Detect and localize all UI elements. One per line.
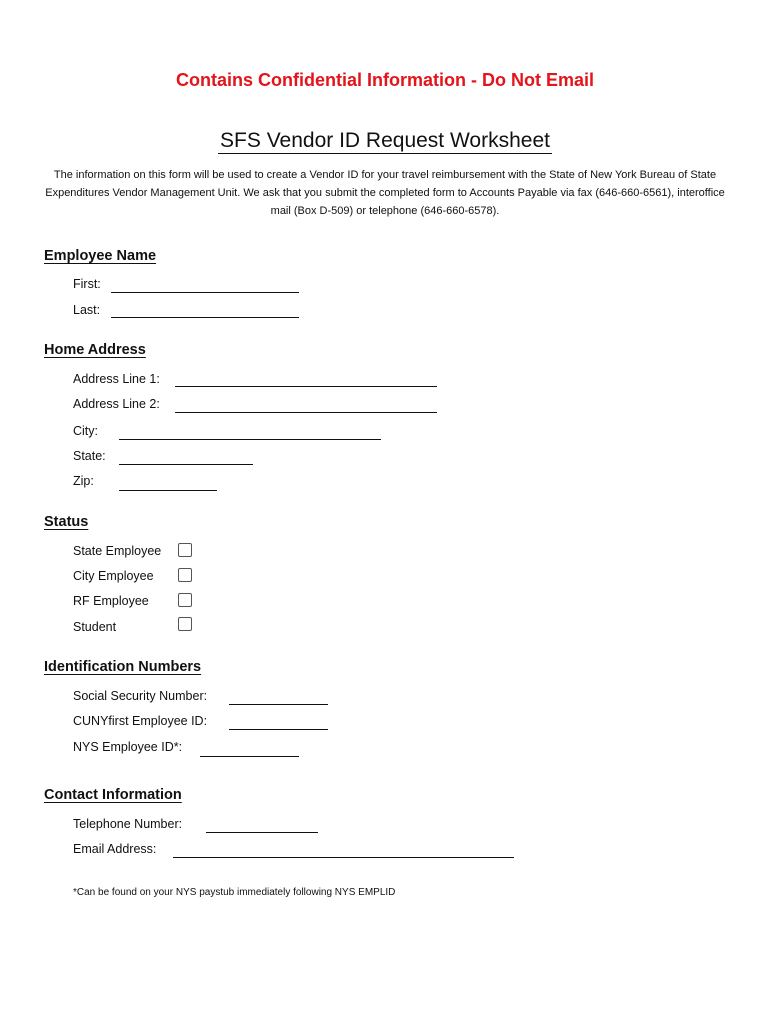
telephone-field[interactable] (206, 832, 318, 833)
section-status: Status (44, 514, 89, 530)
status-state-employee-label: State Employee (73, 544, 162, 558)
address-line2-field[interactable] (175, 412, 437, 413)
last-name-label: Last: (73, 303, 101, 317)
first-name-label: First: (73, 277, 101, 291)
email-label: Email Address: (73, 842, 157, 856)
page-title-text: SFS Vendor ID Request Worksheet (220, 129, 550, 152)
zip-field[interactable] (119, 490, 217, 491)
footnote: *Can be found on your NYS paystub immediately following NYS EMPLID (73, 887, 396, 898)
state-field[interactable] (119, 464, 253, 465)
section-employee-name: Employee Name (44, 248, 157, 264)
email-field[interactable] (173, 857, 514, 858)
section-identification: Identification Numbers (44, 659, 202, 675)
ssn-field[interactable] (229, 704, 328, 705)
telephone-label: Telephone Number: (73, 817, 183, 831)
status-city-employee-label: City Employee (73, 569, 154, 583)
section-contact: Contact Information (44, 787, 182, 803)
status-student-label: Student (73, 620, 117, 634)
last-name-field[interactable] (111, 317, 299, 318)
city-label: City: (73, 424, 98, 438)
confidential-banner: Contains Confidential Information - Do Not Email (176, 70, 594, 90)
state-label: State: (73, 449, 106, 463)
cunyfirst-id-field[interactable] (229, 729, 328, 730)
status-rf-employee-checkbox[interactable] (178, 593, 192, 607)
zip-label: Zip: (73, 474, 94, 488)
city-field[interactable] (119, 439, 381, 440)
cunyfirst-id-label: CUNYfirst Employee ID: (73, 714, 208, 728)
intro-paragraph: The information on this form will be used to create a Vendor ID for your travel reimbursement with the State of New York Bureau of State Expenditures Vendor Management Unit. We ask that you submit the completed form to Accounts Payable via fax (646-660-6561), interoffice mail (Box D-509) or telephone (646-660-6578). (45, 169, 725, 217)
ssn-label: Social Security Number: (73, 689, 208, 703)
status-student-checkbox[interactable] (178, 617, 192, 631)
status-city-employee-checkbox[interactable] (178, 568, 192, 582)
first-name-field[interactable] (111, 292, 299, 293)
nys-id-field[interactable] (200, 756, 299, 757)
status-rf-employee-label: RF Employee (73, 594, 149, 608)
page-title (0, 129, 770, 153)
section-home-address: Home Address (44, 342, 146, 358)
status-state-employee-checkbox[interactable] (178, 543, 192, 557)
nys-id-label: NYS Employee ID*: (73, 740, 183, 754)
address-line1-label: Address Line 1: (73, 372, 160, 386)
address-line2-label: Address Line 2: (73, 397, 160, 411)
address-line1-field[interactable] (175, 386, 437, 387)
